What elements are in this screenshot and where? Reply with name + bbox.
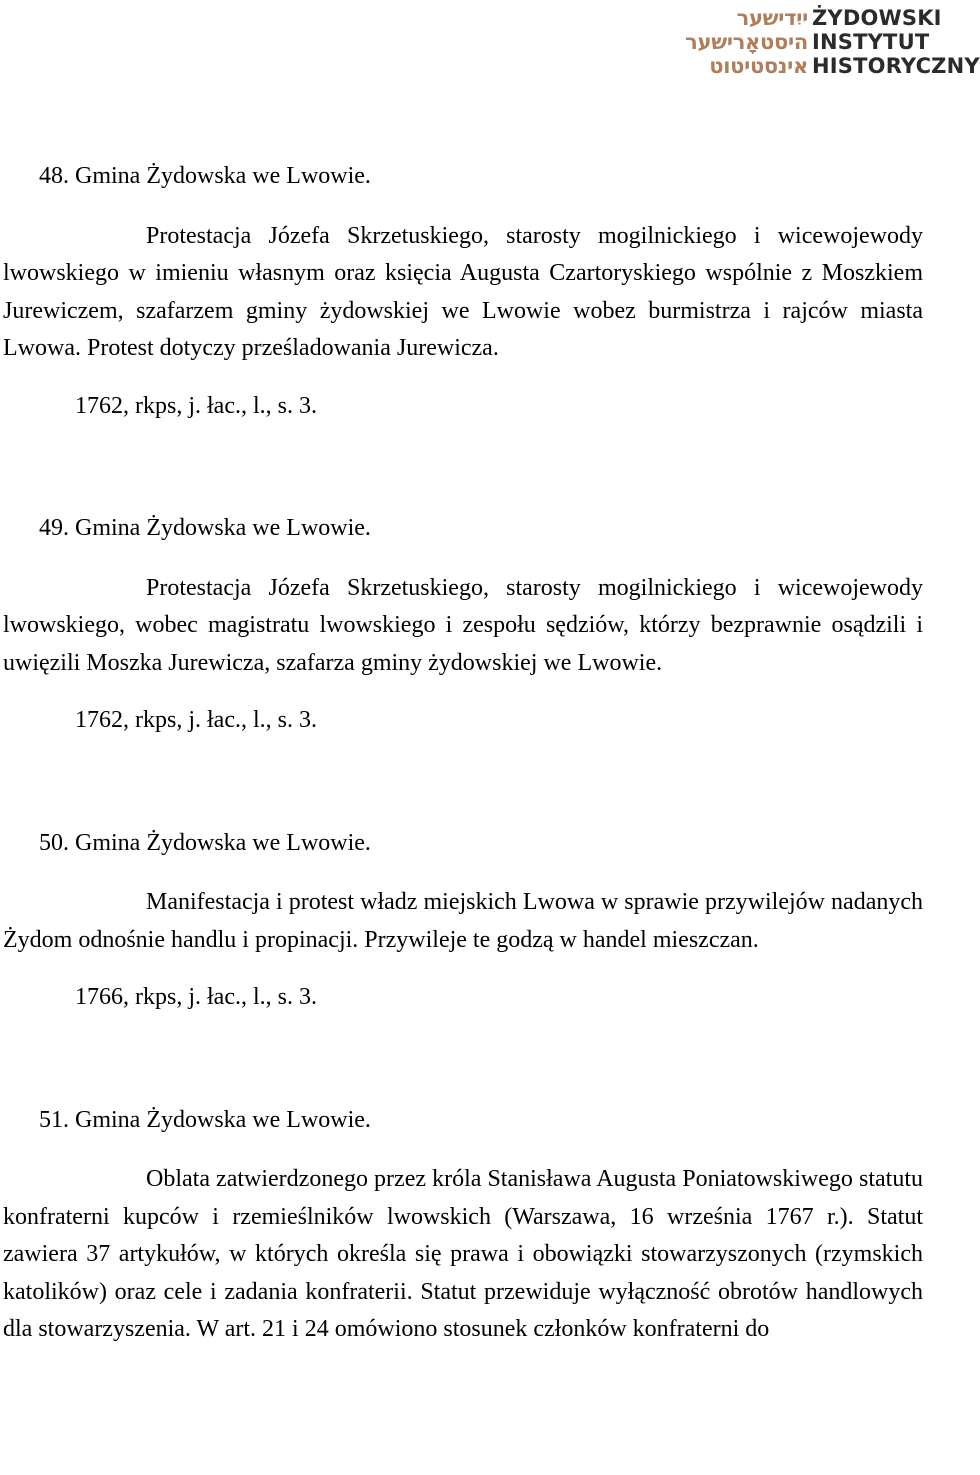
logo-yiddish-line-3: אינסטיטוט <box>709 54 808 78</box>
document-body <box>3 158 923 1349</box>
logo-yiddish-line-1: ייִדישער <box>736 6 808 30</box>
entry-reference: 1766, rkps, j. łac., l., s. 3. <box>75 984 317 1010</box>
entry-reference: 1762, rkps, j. łac., l., s. 3. <box>75 707 317 733</box>
logo-polish-line-1: ŻYDOWSKI <box>812 6 942 30</box>
catalog-entry-49 <box>3 510 923 740</box>
catalog-entry-51 <box>3 1102 923 1349</box>
logo-polish-line-3: HISTORYCZNY <box>812 54 980 78</box>
entry-title: 51. Gmina Żydowska we Lwowie. <box>39 1106 371 1133</box>
entry-reference: 1762, rkps, j. łac., l., s. 3. <box>75 392 317 419</box>
catalog-entry-50 <box>3 825 923 1017</box>
entry-title: 48. Gmina Żydowska we Lwowie. <box>39 163 371 189</box>
entry-title: 49. Gmina Żydowska we Lwowie. <box>39 515 371 541</box>
entry-description: Protestacja Józefa Skrzetuskiego, starosty mogilnickiego i wicewojewody lwowskiego w imieniu własnym oraz księcia Augusta Czartoryskiego wspólnie z Moszkiem Jurewiczem, szafarzem gminy żydowskiej we Lwowie wobez burmistrza i rajców miasta Lwowa. Protest dotyczy prześladowania Jurewicza. <box>3 222 923 361</box>
catalog-entry-48 <box>3 158 923 425</box>
entry-title: 50. Gmina Żydowska we Lwowie. <box>39 829 371 856</box>
entry-description: Protestacja Józefa Skrzetuskiego, starosty mogilnickiego i wicewojewody lwowskiego, wobec magistratu lwowskiego i zespołu sędziów, którzy bezprawnie osądzili i uwięzili Moszka Jurewicza, szafarza gminy żydowskiej we Lwowie. <box>3 574 923 676</box>
entry-description: Oblata zatwierdzonego przez króla Stanisława Augusta Poniatowskiwego statutu konfraterni kupców i rzemieślników lwowskich (Warszawa, 16 września 1767 r.). Statut zawiera 37 artykułów, w których określa się prawa i obowiązki stowarzyszonych (rzymskich katolików) oraz cele i zadania konfraterii. Statut przewiduje wyłączność obrotów handlowych dla stowarzyszenia. W art. 21 i 24 omówiono stosunek członków konfraterni do <box>3 1166 923 1342</box>
logo-polish-line-2: INSTYTUT <box>812 30 930 54</box>
logo-yiddish-line-2: היסטאָרישער <box>685 30 808 54</box>
entry-description: Manifestacja i protest władz miejskich Lwowa w sprawie przywilejów nadanych Żydom odnośnie handlu i propinacji. Przywileje te godzą w handel mieszczan. <box>3 889 923 953</box>
institute-logo <box>624 6 980 78</box>
